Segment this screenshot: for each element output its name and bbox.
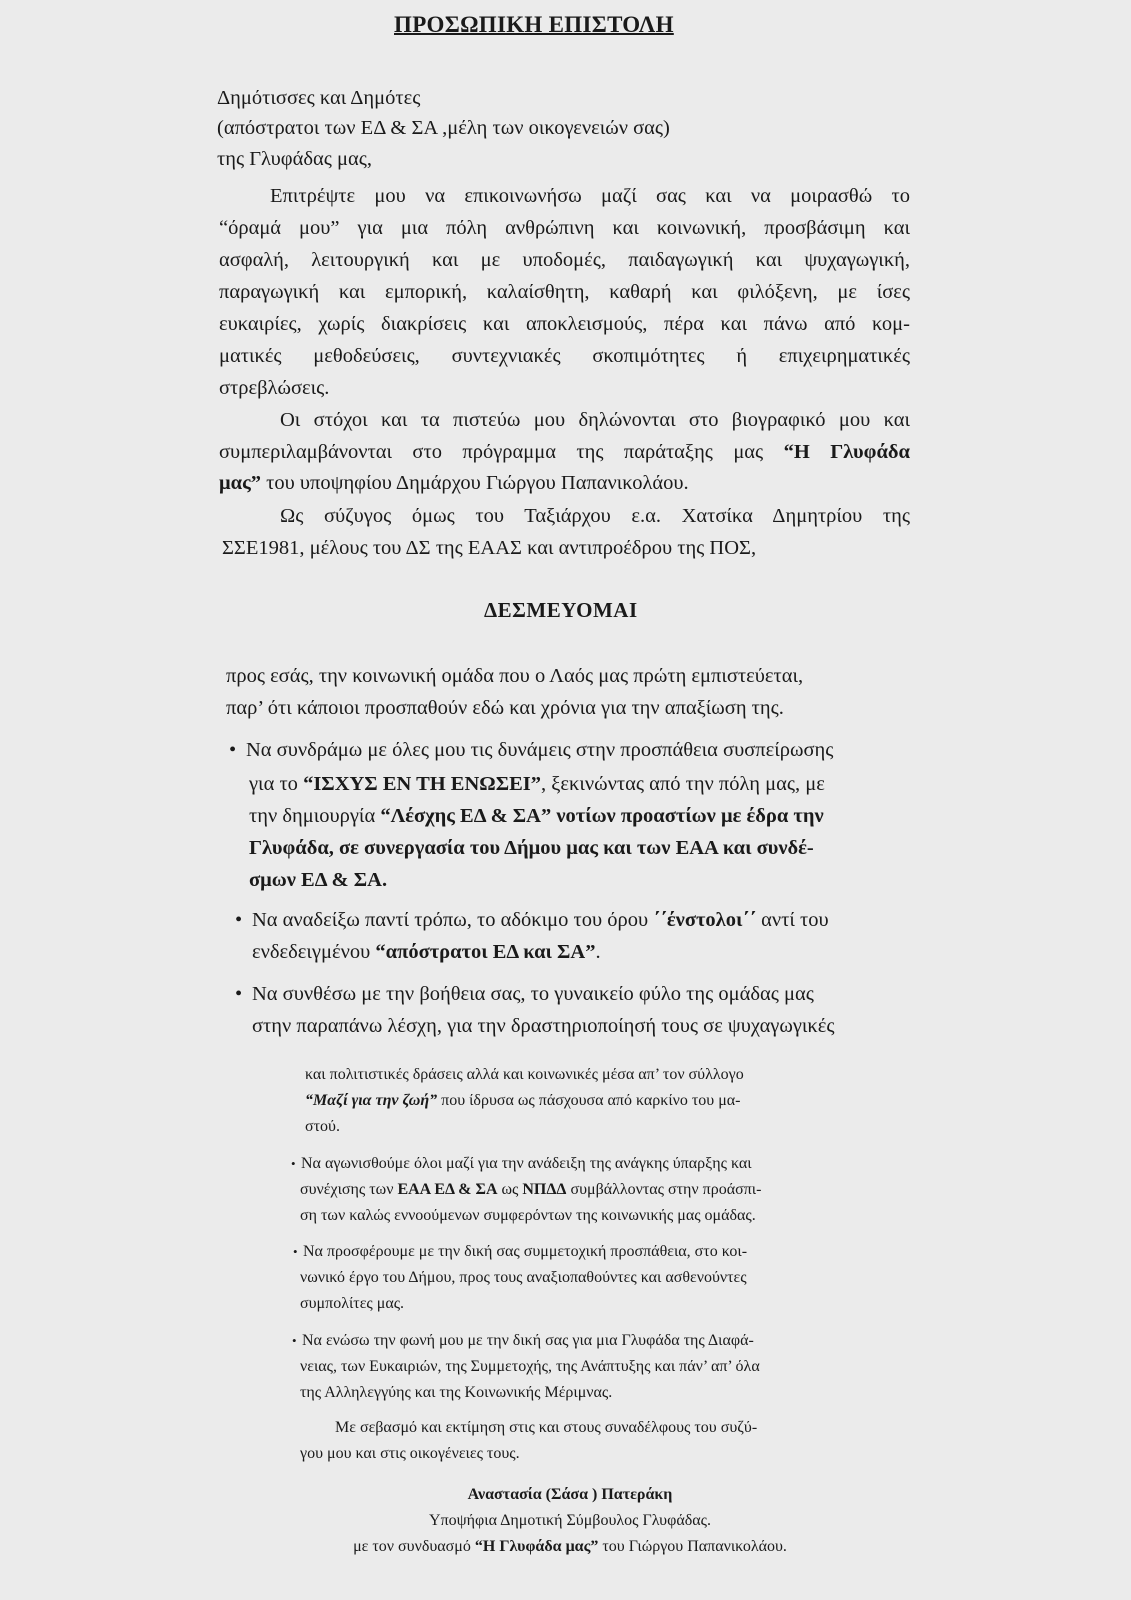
paragraph-line: ματικές μεθοδεύσεις, συντεχνιακές σκοπιμότητες ή επιχειρηματικές [219, 345, 910, 367]
pledge-bullet: • Να αναδείξω παντί τρόπω, το αδόκιμο του όρου ΄΄ένστολοι΄΄ αντί του [252, 904, 829, 936]
pledge-bullet: • Να ενώσω την φωνή μου με την δική σας για μια Γλυφάδα της Διαφά- [302, 1327, 754, 1354]
paragraph-line: συμπεριλαμβάνονται στο πρόγραμμα της παράταξης μας “Η Γλυφάδα [219, 441, 910, 463]
continuation-line: και πολιτιστικές δράσεις αλλά και κοινωνικές μέσα απ’ τον σύλλογο [305, 1066, 744, 1083]
paragraph-line: ΣΣΕ1981, μέλους του ΔΣ της ΕΑΑΣ και αντιπροέδρου της ΠΟΣ, [222, 537, 757, 559]
letter-title: ΠΡΟΣΩΠΙΚΗ ΕΠΙΣΤΟΛΗ [394, 12, 674, 37]
paragraph-line: μας” του υποψηφίου Δημάρχου Γιώργου Παπανικολάου. [219, 472, 689, 494]
pledge-bullet-line: νωνικό έργο του Δήμου, προς τους αναξιοπαθούντες και ασθενούντες [300, 1269, 747, 1286]
pledge-bullet-line: της Αλληλεγγύης και της Κοινωνικής Μέριμνας. [300, 1384, 613, 1401]
pledge-bullet-line: νειας, των Ευκαιριών, της Συμμετοχής, της Ανάπτυξης και πάν’ απ’ όλα [300, 1358, 760, 1375]
paragraph-line: Επιτρέψτε μου να επικοινωνήσω μαζί σας και να μοιρασθώ το [270, 185, 910, 207]
pledge-bullet-line: στην παραπάνω λέσχη, για την δραστηριοποίησή τους σε ψυχαγωγικές [252, 1015, 835, 1037]
continuation-line: “Μαζί για την ζωή” που ίδρυσα ως πάσχουσα από καρκίνο του μα- [305, 1092, 741, 1109]
paragraph-line: στρεβλώσεις. [219, 377, 330, 399]
paragraph-line: παραγωγική και εμπορική, καλαίσθητη, καθαρή και φιλόξενη, με ίσες [219, 281, 910, 303]
greeting-line: (απόστρατοι των ΕΔ & ΣΑ ,μέλη των οικογενειών σας) [217, 117, 670, 139]
pledge-bullet-line: συμπολίτες μας. [300, 1295, 405, 1312]
greeting-line: της Γλυφάδας μας, [217, 148, 372, 170]
pledge-bullet-line: την δημιουργία “Λέσχης ΕΔ & ΣΑ” νοτίων προαστίων με έδρα την [249, 805, 824, 827]
pledge-bullet-line: ενδεδειγμένου “απόστρατοι ΕΔ και ΣΑ”. [252, 941, 601, 963]
intro-line: προς εσάς, την κοινωνική ομάδα που ο Λαός μας πρώτη εμπιστεύεται, [226, 665, 804, 687]
pledge-bullet-line: συνέχισης των ΕΑΑ ΕΔ & ΣΑ ως ΝΠΔΔ συμβάλλοντας στην προάσπι- [300, 1181, 762, 1198]
pledge-bullet-line: για το “ΙΣΧΥΣ ΕΝ ΤΗ ΕΝΩΣΕΙ”, ξεκινώντας από την πόλη μας, με [249, 773, 825, 795]
greeting-line: Δημότισσες και Δημότες [217, 87, 421, 109]
paragraph-line: ασφαλή, λειτουργική και με υποδομές, παιδαγωγική και ψυχαγωγική, [219, 249, 910, 271]
pledge-bullet: • Να συνθέσω με την βοήθεια σας, το γυναικείο φύλο της ομάδας μας [252, 978, 814, 1010]
signature-name: Αναστασία (Σάσα ) Πατεράκη [467, 1486, 673, 1503]
paragraph-line: Οι στόχοι και τα πιστεύω μου δηλώνονται στο βιογραφικό μου και [280, 409, 910, 431]
paragraph-line: Ως σύζυγος όμως του Ταξιάρχου ε.α. Χατσίκα Δημητρίου της [280, 505, 910, 527]
pledge-heading: ΔΕΣΜΕΥΟΜΑΙ [484, 598, 638, 622]
signature-role: Υποψήφια Δημοτική Σύμβουλος Γλυφάδας. [429, 1512, 711, 1529]
paragraph-line: ευκαιρίες, χωρίς διακρίσεις και αποκλεισμούς, πέρα και πάνω από κομ- [219, 313, 910, 335]
intro-line: παρ’ ότι κάποιοι προσπαθούν εδώ και χρόνια για την απαξίωση της. [226, 697, 784, 719]
pledge-bullet-line: ση των καλώς εννοούμενων συμφερόντων της κοινωνικής μας ομάδας. [300, 1207, 756, 1224]
pledge-bullet: • Να αγωνισθούμε όλοι μαζί για την ανάδειξη της ανάγκης ύπαρξης και [301, 1150, 752, 1177]
pledge-bullet: • Να συνδράμω με όλες μου τις δυνάμεις στην προσπάθεια συσπείρωσης [246, 734, 833, 766]
continuation-line: στού. [305, 1118, 340, 1135]
pledge-bullet: • Να προσφέρουμε με την δική σας συμμετοχική προσπάθεια, στο κοι- [303, 1238, 747, 1265]
signature-coalition: με τον συνδυασμό “Η Γλυφάδα μας” του Γιώργου Παπανικολάου. [353, 1538, 787, 1555]
closing-line: γου μου και στις οικογένειες τους. [300, 1445, 520, 1462]
paragraph-line: “όραμά μου” για μια πόλη ανθρώπινη και κοινωνική, προσβάσιμη και [219, 217, 910, 239]
pledge-bullet-line: σμων ΕΔ & ΣΑ. [249, 869, 388, 891]
pledge-bullet-line: Γλυφάδα, σε συνεργασία του Δήμου μας και των ΕΑΑ και συνδέ- [249, 837, 814, 859]
closing-line: Με σεβασμό και εκτίμηση στις και στους συναδέλφους του συζύ- [335, 1419, 758, 1436]
